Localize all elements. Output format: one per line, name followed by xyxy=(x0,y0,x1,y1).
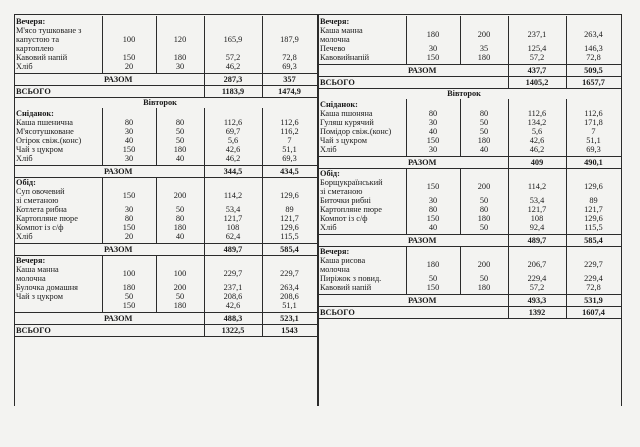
dish-name: Гуляш курячий xyxy=(320,118,374,127)
energy-small: 165,9 xyxy=(223,35,243,44)
energy-large: 229,7 xyxy=(584,260,603,269)
meal-total-small: 488,3 xyxy=(223,314,243,323)
dish-name: Каша пшоняна xyxy=(320,109,373,118)
energy-large: 129,6 xyxy=(584,182,603,191)
row-rule xyxy=(14,165,318,166)
energy-large: 89 xyxy=(589,196,598,205)
meal-total-label: РАЗОМ xyxy=(104,314,133,323)
portion-large: 50 xyxy=(175,292,185,301)
portion-large: 200 xyxy=(477,182,491,191)
portion-small: 150 xyxy=(122,301,136,310)
energy-large: 7 xyxy=(287,136,292,145)
column-rule xyxy=(460,16,461,64)
portion-small: 80 xyxy=(428,205,438,214)
energy-small: 121,7 xyxy=(223,214,243,223)
weekday-heading: Вівторок xyxy=(143,98,177,107)
row-rule xyxy=(14,312,318,313)
energy-small: 46,2 xyxy=(225,154,241,163)
column-rule xyxy=(566,246,567,294)
portion-large: 40 xyxy=(479,145,489,154)
energy-small: 5,6 xyxy=(531,127,543,136)
portion-small: 150 xyxy=(122,53,136,62)
energy-small: 46,2 xyxy=(529,145,545,154)
day-total-large: 1607,4 xyxy=(582,308,605,317)
column-rule xyxy=(566,156,567,168)
row-rule xyxy=(14,336,318,337)
meal-total-large: 585,4 xyxy=(584,236,603,245)
dish-name: М'ясо тушковане з xyxy=(16,26,82,35)
column-rule xyxy=(156,108,157,165)
row-rule xyxy=(318,76,622,77)
right-menu-table xyxy=(318,14,622,406)
dish-name: Кавовий напій xyxy=(320,283,372,292)
meal-total-large: 434,5 xyxy=(280,167,299,176)
energy-large: 51,1 xyxy=(586,136,601,145)
meal-total-label: РАЗОМ xyxy=(408,66,437,75)
day-total-label: ВСЬОГО xyxy=(320,308,355,317)
energy-small: 114,2 xyxy=(527,182,547,191)
dish-name: Компот із с/ф xyxy=(320,214,368,223)
column-rule xyxy=(566,76,567,88)
portion-large: 50 xyxy=(479,118,489,127)
energy-small: 112,6 xyxy=(223,118,243,127)
column-rule xyxy=(204,85,205,97)
dish-name: Хліб xyxy=(16,232,33,241)
energy-large: 69,3 xyxy=(282,62,297,71)
energy-small: 121,7 xyxy=(527,205,547,214)
dish-name: Хліб xyxy=(16,62,33,71)
portion-small: 100 xyxy=(122,35,136,44)
portion-large: 80 xyxy=(479,109,489,118)
column-rule xyxy=(460,246,461,294)
dish-name: Печево xyxy=(320,44,346,53)
portion-large: 50 xyxy=(175,136,185,145)
energy-small: 62,4 xyxy=(225,232,241,241)
portion-large: 180 xyxy=(173,301,187,310)
meal-total-small: 489,7 xyxy=(223,245,243,254)
column-rule xyxy=(262,16,263,73)
portion-small: 180 xyxy=(426,260,440,269)
column-rule xyxy=(262,73,263,85)
column-rule xyxy=(406,246,407,294)
portion-large: 50 xyxy=(479,223,489,232)
meal-title: Вечеря: xyxy=(320,247,350,256)
dish-name: капустою та xyxy=(16,35,60,44)
column-rule xyxy=(566,168,567,234)
energy-small: 114,2 xyxy=(223,191,243,200)
meal-title: Вечеря: xyxy=(16,17,46,26)
column-rule xyxy=(262,108,263,165)
dish-name: Суп овочевий xyxy=(16,187,65,196)
column-rule xyxy=(262,312,263,324)
column-rule xyxy=(102,255,103,312)
column-rule xyxy=(262,324,263,336)
column-rule xyxy=(508,99,509,156)
portion-large: 180 xyxy=(173,223,187,232)
meal-title: Обід: xyxy=(320,169,340,178)
energy-large: 229,4 xyxy=(584,274,603,283)
column-rule xyxy=(566,64,567,76)
portion-small: 30 xyxy=(428,44,438,53)
dish-name: молочна xyxy=(320,35,350,44)
meal-total-large: 585,4 xyxy=(280,245,299,254)
day-total-small: 1392 xyxy=(528,308,546,317)
dish-name: Чай з цукром xyxy=(16,292,63,301)
portion-small: 20 xyxy=(124,232,134,241)
portion-small: 80 xyxy=(428,109,438,118)
dish-name: Котлета рибна xyxy=(16,205,67,214)
energy-large: 208,6 xyxy=(280,292,299,301)
dish-name: Хліб xyxy=(320,145,337,154)
energy-large: 112,6 xyxy=(280,118,299,127)
column-rule xyxy=(508,156,509,168)
day-total-large: 1657,7 xyxy=(582,78,605,87)
column-rule xyxy=(406,99,407,156)
portion-large: 120 xyxy=(173,35,187,44)
row-rule xyxy=(318,318,622,319)
day-total-small: 1322,5 xyxy=(221,326,245,335)
dish-name: Борщукраїнський xyxy=(320,178,383,187)
row-rule xyxy=(318,156,622,157)
portion-small: 180 xyxy=(122,283,136,292)
portion-large: 50 xyxy=(479,274,489,283)
portion-small: 180 xyxy=(426,30,440,39)
column-rule xyxy=(460,168,461,234)
portion-small: 30 xyxy=(124,154,134,163)
portion-small: 30 xyxy=(428,118,438,127)
dish-name: Чай з цукром xyxy=(320,136,367,145)
portion-large: 200 xyxy=(173,191,187,200)
portion-large: 50 xyxy=(175,127,185,136)
row-rule xyxy=(14,73,318,74)
meal-total-large: 523,1 xyxy=(280,314,299,323)
column-rule xyxy=(566,16,567,64)
portion-small: 150 xyxy=(426,283,440,292)
energy-small: 42,6 xyxy=(225,145,241,154)
dish-name: зі сметаною xyxy=(320,187,363,196)
day-total-large: 1543 xyxy=(281,326,298,335)
portion-small: 30 xyxy=(124,205,134,214)
energy-small: 5,6 xyxy=(227,136,239,145)
meal-title: Вечеря: xyxy=(16,256,46,265)
meal-title: Вечеря: xyxy=(320,17,350,26)
energy-small: 53,4 xyxy=(225,205,241,214)
day-total-label: ВСЬОГО xyxy=(16,87,51,96)
portion-large: 100 xyxy=(173,269,187,278)
portion-small: 150 xyxy=(122,145,136,154)
energy-large: 263,4 xyxy=(280,283,299,292)
meal-total-large: 357 xyxy=(283,75,296,84)
dish-name: молочна xyxy=(16,274,46,283)
energy-small: 206,7 xyxy=(527,260,547,269)
energy-large: 7 xyxy=(591,127,596,136)
dish-name: Каша пшенична xyxy=(16,118,73,127)
meal-total-small: 489,7 xyxy=(527,236,547,245)
meal-total-small: 287,3 xyxy=(223,75,243,84)
column-rule xyxy=(566,294,567,306)
portion-large: 180 xyxy=(477,53,491,62)
energy-large: 129,6 xyxy=(584,214,603,223)
column-rule xyxy=(262,243,263,255)
column-rule xyxy=(508,234,509,246)
energy-large: 51,1 xyxy=(282,301,297,310)
meal-total-small: 409 xyxy=(530,158,544,167)
column-rule xyxy=(262,165,263,177)
row-rule xyxy=(318,234,622,235)
meal-title: Обід: xyxy=(16,178,36,187)
column-rule xyxy=(262,177,263,243)
column-rule xyxy=(204,255,205,312)
dish-name: Биточки рибні xyxy=(320,196,371,205)
energy-large: 112,6 xyxy=(584,109,603,118)
dish-name: молочна xyxy=(320,265,350,274)
dish-name: Кавовийнапій xyxy=(320,53,370,62)
column-rule xyxy=(156,16,157,73)
energy-small: 42,6 xyxy=(529,136,545,145)
meal-title: Сніданок: xyxy=(320,100,358,109)
portion-large: 180 xyxy=(173,53,187,62)
portion-large: 50 xyxy=(479,196,489,205)
column-rule xyxy=(406,168,407,234)
portion-small: 40 xyxy=(428,223,438,232)
energy-small: 57,2 xyxy=(529,283,545,292)
meal-total-label: РАЗОМ xyxy=(408,236,437,245)
energy-small: 53,4 xyxy=(529,196,545,205)
meal-total-label: РАЗОМ xyxy=(408,296,437,305)
column-rule xyxy=(102,16,103,73)
table-border-right xyxy=(621,14,622,406)
day-total-small: 1183,9 xyxy=(221,87,245,96)
dish-name: Хліб xyxy=(16,154,33,163)
weekday-heading: Вівторок xyxy=(447,89,481,98)
column-rule xyxy=(204,243,205,255)
meal-total-small: 493,3 xyxy=(527,296,547,305)
portion-small: 150 xyxy=(122,191,136,200)
energy-small: 208,6 xyxy=(223,292,243,301)
portion-large: 180 xyxy=(477,136,491,145)
column-rule xyxy=(508,76,509,88)
portion-small: 150 xyxy=(122,223,136,232)
portion-large: 80 xyxy=(175,118,185,127)
column-rule xyxy=(204,16,205,73)
energy-small: 42,6 xyxy=(225,301,241,310)
dish-name: Картопляне пюре xyxy=(16,214,78,223)
row-rule xyxy=(318,306,622,307)
dish-name: Пиріжок з повид. xyxy=(320,274,382,283)
portion-small: 30 xyxy=(124,127,134,136)
energy-large: 129,6 xyxy=(280,191,299,200)
portion-large: 50 xyxy=(175,205,185,214)
row-rule xyxy=(14,324,318,325)
dish-name: Булочка домашня xyxy=(16,283,78,292)
meal-title: Сніданок: xyxy=(16,109,54,118)
row-rule xyxy=(14,85,318,86)
portion-small: 30 xyxy=(428,145,438,154)
energy-large: 69,3 xyxy=(586,145,601,154)
energy-small: 57,2 xyxy=(225,53,241,62)
portion-large: 200 xyxy=(477,30,491,39)
energy-large: 146,3 xyxy=(584,44,603,53)
dish-name: М'ясотушковане xyxy=(16,127,74,136)
dish-name: Огірок свіж.(конс) xyxy=(16,136,82,145)
dish-name: Каша манна xyxy=(320,26,363,35)
dish-name: зі сметаною xyxy=(16,196,59,205)
column-rule xyxy=(156,177,157,243)
meal-total-small: 344,5 xyxy=(223,167,243,176)
table-border-top xyxy=(14,14,318,15)
portion-small: 100 xyxy=(122,269,136,278)
energy-large: 51,1 xyxy=(282,145,297,154)
day-total-large: 1474,9 xyxy=(278,87,301,96)
portion-large: 180 xyxy=(477,283,491,292)
column-rule xyxy=(508,306,509,318)
column-rule xyxy=(566,234,567,246)
meal-total-large: 509,5 xyxy=(584,66,603,75)
column-rule xyxy=(262,85,263,97)
dish-name: Хліб xyxy=(320,223,337,232)
portion-large: 80 xyxy=(479,205,489,214)
energy-large: 129,6 xyxy=(280,223,299,232)
energy-small: 229,4 xyxy=(527,274,547,283)
portion-small: 150 xyxy=(426,182,440,191)
meal-total-large: 490,1 xyxy=(584,158,603,167)
day-total-label: ВСЬОГО xyxy=(320,78,355,87)
column-rule xyxy=(204,108,205,165)
column-rule xyxy=(508,168,509,234)
day-total-label: ВСЬОГО xyxy=(16,326,51,335)
column-rule xyxy=(508,246,509,294)
row-rule xyxy=(14,243,318,244)
energy-large: 171,8 xyxy=(584,118,603,127)
energy-large: 89 xyxy=(285,205,294,214)
energy-small: 46,2 xyxy=(225,62,241,71)
energy-small: 237,1 xyxy=(527,30,547,39)
meal-total-label: РАЗОМ xyxy=(104,245,133,254)
energy-small: 237,1 xyxy=(223,283,243,292)
energy-large: 115,5 xyxy=(280,232,299,241)
portion-small: 150 xyxy=(426,214,440,223)
portion-small: 150 xyxy=(426,136,440,145)
dish-name: Чай з цукром xyxy=(16,145,63,154)
portion-large: 200 xyxy=(477,260,491,269)
meal-total-label: РАЗОМ xyxy=(104,75,133,84)
energy-small: 108 xyxy=(226,223,240,232)
meal-total-large: 531,9 xyxy=(584,296,603,305)
portion-small: 40 xyxy=(428,127,438,136)
dish-name: Кавовий напій xyxy=(16,53,68,62)
column-rule xyxy=(102,177,103,243)
portion-large: 40 xyxy=(175,232,185,241)
column-rule xyxy=(460,99,461,156)
energy-large: 263,4 xyxy=(584,30,603,39)
portion-small: 80 xyxy=(124,118,134,127)
portion-small: 50 xyxy=(428,274,438,283)
portion-small: 40 xyxy=(124,136,134,145)
portion-large: 30 xyxy=(175,62,185,71)
column-rule xyxy=(508,294,509,306)
column-rule xyxy=(156,255,157,312)
column-rule xyxy=(566,99,567,156)
portion-small: 50 xyxy=(124,292,134,301)
column-rule xyxy=(102,108,103,165)
column-rule xyxy=(204,324,205,336)
column-rule xyxy=(204,165,205,177)
portion-large: 180 xyxy=(173,145,187,154)
meal-total-label: РАЗОМ xyxy=(408,158,437,167)
table-border-left xyxy=(318,14,319,406)
dish-name: картоплею xyxy=(16,44,54,53)
energy-small: 112,6 xyxy=(527,109,547,118)
dish-name: Компот із с/ф xyxy=(16,223,64,232)
day-total-small: 1405,2 xyxy=(525,78,549,87)
column-rule xyxy=(566,306,567,318)
column-rule xyxy=(204,312,205,324)
meal-total-label: РАЗОМ xyxy=(104,167,133,176)
energy-large: 72,8 xyxy=(282,53,297,62)
portion-small: 30 xyxy=(428,196,438,205)
energy-large: 121,7 xyxy=(280,214,299,223)
meal-total-small: 437,7 xyxy=(527,66,547,75)
energy-small: 92,4 xyxy=(529,223,545,232)
energy-small: 108 xyxy=(530,214,544,223)
dish-name: Каша рисова xyxy=(320,256,366,265)
portion-large: 200 xyxy=(173,283,187,292)
portion-large: 35 xyxy=(479,44,489,53)
column-rule xyxy=(204,73,205,85)
energy-small: 125,4 xyxy=(527,44,547,53)
column-rule xyxy=(204,177,205,243)
portion-small: 80 xyxy=(124,214,134,223)
left-menu-table xyxy=(14,14,318,406)
column-rule xyxy=(508,16,509,64)
energy-small: 69,7 xyxy=(225,127,241,136)
row-rule xyxy=(318,64,622,65)
portion-large: 180 xyxy=(477,214,491,223)
portion-small: 20 xyxy=(124,62,134,71)
energy-small: 229,7 xyxy=(223,269,243,278)
energy-large: 187,9 xyxy=(280,35,299,44)
portion-small: 150 xyxy=(426,53,440,62)
row-rule xyxy=(318,294,622,295)
column-rule xyxy=(508,64,509,76)
dish-name: Картопляне пюре xyxy=(320,205,382,214)
energy-large: 69,3 xyxy=(282,154,297,163)
energy-large: 116,2 xyxy=(280,127,299,136)
energy-large: 72,8 xyxy=(586,283,601,292)
energy-large: 72,8 xyxy=(586,53,601,62)
portion-large: 40 xyxy=(175,154,185,163)
energy-large: 229,7 xyxy=(280,269,299,278)
energy-large: 115,5 xyxy=(584,223,603,232)
column-rule xyxy=(406,16,407,64)
energy-large: 121,7 xyxy=(584,205,603,214)
energy-small: 57,2 xyxy=(529,53,545,62)
dish-name: Помідор свіж.(конс) xyxy=(320,127,392,136)
column-rule xyxy=(262,255,263,312)
dish-name: Каша манна xyxy=(16,265,59,274)
portion-large: 50 xyxy=(479,127,489,136)
portion-large: 80 xyxy=(175,214,185,223)
table-border-top xyxy=(318,14,622,15)
energy-small: 134,2 xyxy=(527,118,547,127)
